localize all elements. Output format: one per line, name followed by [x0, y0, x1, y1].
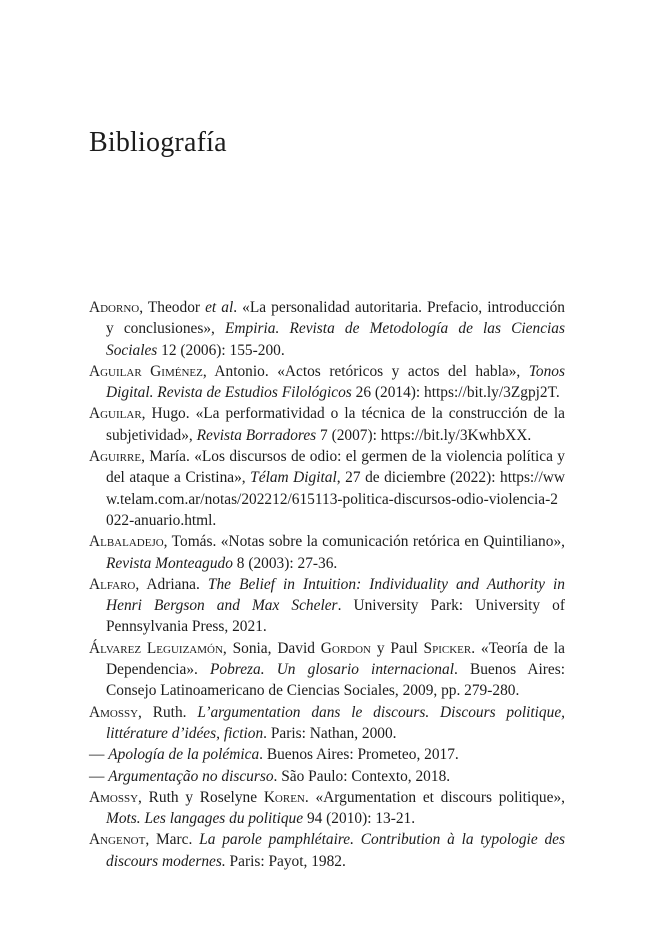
- bibliography-entry-amossy-2017: [89, 744, 565, 765]
- entry-text: , Ruth y Roselyne: [138, 788, 264, 806]
- page-title: Bibliografía: [89, 127, 227, 158]
- bibliography-entry-alvarez-leguizamon: [89, 638, 565, 702]
- entry-text: . «Teoría de la Dependencia».: [106, 639, 565, 679]
- entry-text: . «Argumentation et discours politique»,: [304, 788, 565, 806]
- bibliography-entry-aguilar-gimenez: [89, 361, 565, 404]
- author-name: Spicker: [423, 639, 472, 657]
- book-title: Apología de la polémica: [108, 746, 260, 764]
- bibliography-entry-aguirre: [89, 446, 565, 531]
- author-name: Gordon: [320, 639, 371, 657]
- author-name: Aguilar: [89, 405, 142, 423]
- book-title: Argumentação no discurso: [108, 767, 274, 785]
- entry-text: , Tomás. «Notas sobre la comunicación retórica en Quintiliano»,: [163, 533, 565, 551]
- entry-details: 26 (2014): https://bit.ly/3Zgpj2T.: [351, 384, 560, 402]
- bibliography-list: [89, 297, 565, 872]
- entry-details: Paris: Payot, 1982.: [225, 852, 346, 870]
- entry-text: , Hugo. «La performatividad o la técnica de la construcción de la subjetividad»,: [106, 405, 565, 444]
- entry-details: , 27 de diciembre (2022):: [336, 469, 500, 487]
- bibliography-entry-amossy-2000: [89, 702, 565, 745]
- journal-title: Empiria. Revista de Metodología de las Ciencias Sociales: [106, 320, 565, 359]
- entry-details: . Buenos Aires: Consejo Latinoamericano de Ciencias Sociales, 2009, pp. 279-280.: [106, 661, 566, 700]
- book-title: La parole pamphlétaire. Contribution à la typologie des discours modernes.: [106, 831, 565, 870]
- journal-title: Mots. Les langages du politique: [106, 810, 304, 828]
- journal-title: Tonos Digital. Revista de Estudios Filológicos: [106, 362, 565, 402]
- author-name: Aguirre: [89, 448, 142, 466]
- entry-text: , Antonio. «Actos retóricos y actos del habla»,: [202, 362, 529, 380]
- entry-details: 12 (2006): 155-200.: [157, 341, 285, 359]
- entry-text: y Paul: [371, 639, 424, 657]
- entry-text: , Ruth.: [138, 703, 198, 721]
- author-name: Álvarez Leguizamón: [89, 639, 223, 657]
- repeat-author-dash: —: [89, 767, 109, 785]
- author-name: Angenot: [89, 831, 146, 849]
- repeat-author-dash: —: [89, 746, 109, 764]
- entry-text: , María. «Los discursos de odio: el germen de la violencia política y del ataque a Cristina»,: [106, 448, 565, 487]
- entry-italic-text: et al: [205, 299, 234, 316]
- entry-details: . University Park: University of Pennsylvania Press, 2021.: [106, 597, 566, 636]
- journal-title: Revista Monteagudo: [106, 554, 233, 572]
- bibliography-entry-angenot: [89, 829, 565, 872]
- entry-details: . São Paulo: Contexto, 2018.: [273, 767, 451, 785]
- bibliography-entry-adorno: [89, 297, 565, 361]
- book-title: L’argumentation dans le discours. Discours politique, littérature d’idées, fiction: [106, 703, 565, 742]
- entry-details: . Buenos Aires: Prometeo, 2017.: [259, 746, 459, 764]
- author-name: Amossy: [89, 788, 139, 806]
- bibliography-entry-aguilar: [89, 403, 565, 446]
- author-name: Adorno: [89, 299, 140, 316]
- entry-details: 8 (2003): 27-36.: [232, 554, 338, 572]
- entry-text: , Sonia, David: [222, 639, 321, 657]
- entry-text: , Theodor: [139, 299, 206, 316]
- author-name: Albaladejo: [89, 533, 164, 551]
- author-name: Amossy: [89, 703, 139, 721]
- book-title: The Belief in Intuition: Individuality and Authority in Henri Bergson and Max Scheler: [106, 575, 565, 615]
- bibliography-entry-amossy-koren: [89, 787, 565, 830]
- entry-text: . «La personalidad autoritaria. Prefacio, introducción y conclusiones»,: [106, 299, 565, 338]
- journal-title: Télam Digital: [250, 469, 337, 487]
- entry-url: https://www.telam.com.ar/notas/202212/615113-politica-discursos-odio-violencia-2022-anuario.html.: [106, 469, 565, 529]
- entry-details: 94 (2010): 13-21.: [303, 810, 416, 828]
- author-name: Aguilar Giménez: [89, 362, 203, 380]
- book-title: Pobreza. Un glosario internacional: [210, 661, 454, 679]
- entry-details: 7 (2007): https://bit.ly/3KwhbXX.: [316, 426, 532, 444]
- author-name: Alfaro: [89, 575, 136, 593]
- bibliography-entry-albaladejo: [89, 531, 565, 574]
- bibliography-entry-alfaro: [89, 574, 565, 638]
- journal-title: Revista Borradores: [196, 426, 317, 444]
- bibliography-entry-amossy-2018: [89, 766, 565, 787]
- entry-text: , Marc.: [145, 831, 200, 849]
- author-name: Koren: [263, 788, 305, 806]
- entry-details: . Paris: Nathan, 2000.: [263, 724, 397, 742]
- entry-text: , Adriana.: [135, 575, 208, 593]
